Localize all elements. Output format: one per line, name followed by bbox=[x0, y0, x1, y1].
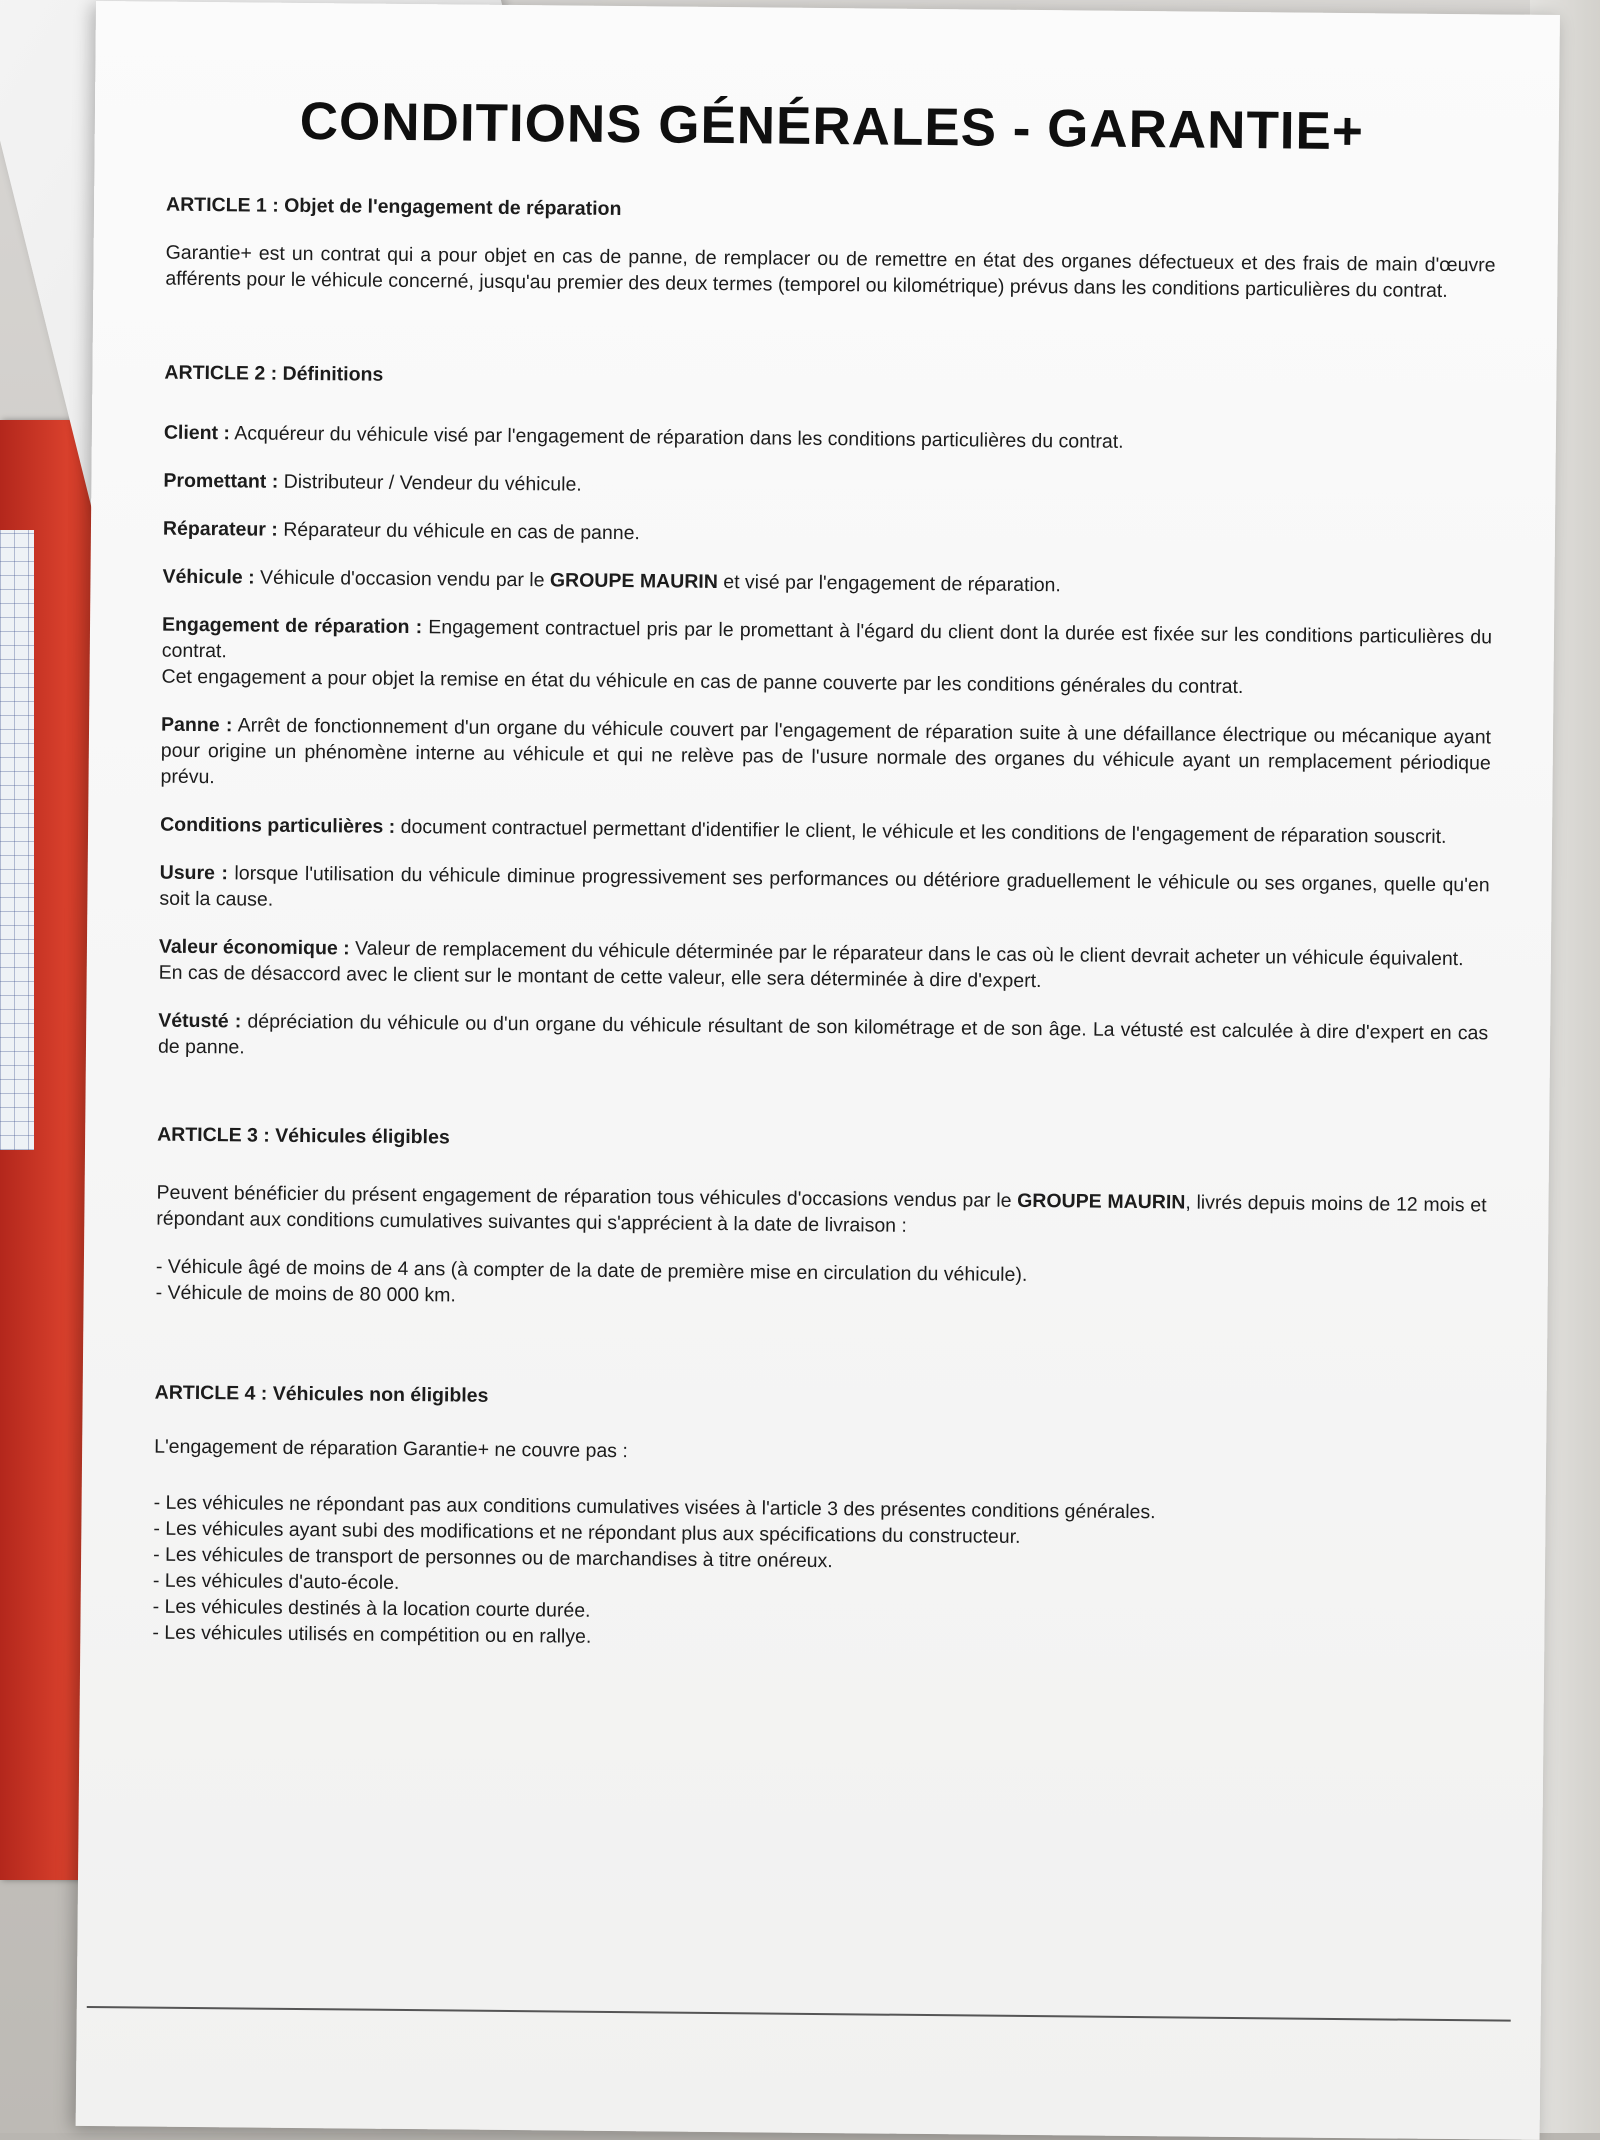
grid-paper-edge bbox=[0, 530, 34, 1150]
list-item: - Les véhicules de transport de personnes ou de marchandises à titre onéreux. bbox=[153, 1543, 833, 1573]
list-item: - Les véhicules ayant subi des modifications et ne répondant plus aux spécifications du constructeur. bbox=[153, 1517, 1021, 1548]
exclusions-list bbox=[152, 1490, 1483, 1659]
document-content bbox=[152, 90, 1497, 1703]
definition-engagement bbox=[161, 612, 1492, 703]
company-name: GROUPE MAURIN bbox=[549, 569, 718, 593]
article-3-heading: ARTICLE 3 : Véhicules éligibles bbox=[157, 1123, 450, 1149]
definition-term: Conditions particulières : bbox=[160, 813, 396, 838]
definition-usure bbox=[159, 860, 1489, 925]
definition-text: Véhicule d'occasion vendu par le bbox=[254, 566, 551, 592]
article-1-text: Garantie+ est un contrat qui a pour objet en cas de panne, de remplacer ou de remettre en état des organes défectueux et des frais de main d'œuvre afférents pour le véhicule concerné, jusqu'au premier des deux termes (temporel ou kilométrique) prévus dans les conditions particulières du contrat. bbox=[165, 241, 1496, 302]
article-3-text-part: Peuvent bénéficier du présent engagement de réparation tous véhicules d'occasions vendus par le bbox=[156, 1181, 1018, 1212]
list-item: - Les véhicules destinés à la location courte durée. bbox=[152, 1595, 591, 1622]
definition-text: lorsque l'utilisation du véhicule diminue progressivement ses performances ou détériore graduellement le véhicule ou ses organes, quelle qu'en soit la cause. bbox=[159, 862, 1490, 911]
definition-term: Usure : bbox=[159, 861, 229, 885]
definition-text: Distributeur / Vendeur du véhicule. bbox=[278, 470, 582, 496]
document-title: CONDITIONS GÉNÉRALES - GARANTIE+ bbox=[299, 91, 1365, 162]
definition-vetuste bbox=[158, 1008, 1488, 1073]
definition-term: Promettant : bbox=[163, 469, 279, 493]
document-page bbox=[76, 1, 1560, 2140]
definition-text-2: Cet engagement a pour objet la remise en état du véhicule en cas de panne couverte par les conditions générales du contrat. bbox=[161, 665, 1244, 699]
definition-text: et visé par l'engagement de réparation. bbox=[717, 570, 1061, 597]
list-item: - Les véhicules ne répondant pas aux conditions cumulatives visées à l'article 3 des présentes conditions générales. bbox=[153, 1491, 1156, 1524]
definition-panne bbox=[160, 712, 1491, 803]
definition-text: Acquéreur du véhicule visé par l'engagement de réparation dans les conditions particulières du contrat. bbox=[229, 422, 1124, 453]
definition-term: Véhicule : bbox=[162, 565, 255, 589]
definition-promettant bbox=[163, 468, 1493, 507]
article-1-heading: ARTICLE 1 : Objet de l'engagement de réparation bbox=[165, 193, 622, 221]
eligibility-list bbox=[156, 1254, 1486, 1319]
definition-term: Réparateur : bbox=[162, 517, 278, 541]
article-3-text-part: , livrés depuis moins de 12 mois et répondant aux conditions cumulatives suivantes qui s'apprécient à la date de livraison : bbox=[156, 1191, 1487, 1237]
list-item: - Véhicule de moins de 80 000 km. bbox=[155, 1281, 456, 1307]
footer-divider bbox=[87, 2006, 1511, 2022]
definition-text: Valeur de remplacement du véhicule déterminée par le réparateur dans le cas où le client devrait acheter un véhicule équivalent. bbox=[349, 937, 1464, 971]
definition-text: Réparateur du véhicule en cas de panne. bbox=[277, 518, 641, 545]
company-name: GROUPE MAURIN bbox=[1017, 1189, 1186, 1214]
definition-reparateur bbox=[163, 516, 1493, 555]
definition-term: Valeur économique : bbox=[158, 935, 350, 960]
definition-text-2: En cas de désaccord avec le client sur le montant de cette valeur, elle sera déterminée à dire d'expert. bbox=[158, 961, 1042, 993]
definition-term: Client : bbox=[163, 421, 231, 445]
definition-valeur-economique bbox=[159, 934, 1489, 999]
article-4-heading: ARTICLE 4 : Véhicules non éligibles bbox=[154, 1381, 489, 1407]
definition-conditions-particulieres bbox=[160, 812, 1490, 851]
list-item: - Véhicule âgé de moins de 4 ans (à compter de la date de première mise en circulation du véhicule). bbox=[155, 1255, 1028, 1286]
article-2-heading: ARTICLE 2 : Définitions bbox=[164, 361, 384, 386]
definition-term: Vétusté : bbox=[158, 1009, 242, 1033]
definition-text: dépréciation du véhicule ou d'un organe du véhicule résultant de son kilométrage et de son âge. La vétusté est calculée à dire d'expert en cas de panne. bbox=[157, 1010, 1489, 1059]
list-item: - Les véhicules d'auto-école. bbox=[152, 1569, 400, 1594]
definition-text: Arrêt de fonctionnement d'un organe du véhicule couvert par l'engagement de réparation suite à une défaillance électrique ou mécanique ayant pour origine un phénomène interne au véhicule et qui ne relève pas de l'usure normale des organes du véhicule ayant un remplacement périodique prévu. bbox=[160, 714, 1492, 789]
article-4-intro: L'engagement de réparation Garantie+ ne couvre pas : bbox=[154, 1435, 628, 1463]
list-item: - Les véhicules utilisés en compétition ou en rallye. bbox=[152, 1621, 592, 1648]
definition-text: Engagement contractuel pris par le promettant à l'égard du client dont la durée est fixée sur les conditions particulières du contrat. bbox=[161, 616, 1493, 663]
definition-text: document contractuel permettant d'identifier le client, le véhicule et les conditions de l'engagement de réparation souscrit. bbox=[395, 815, 1447, 848]
definition-vehicule bbox=[162, 564, 1492, 603]
definition-term: Panne : bbox=[160, 713, 233, 737]
definition-term: Engagement de réparation : bbox=[161, 613, 423, 639]
